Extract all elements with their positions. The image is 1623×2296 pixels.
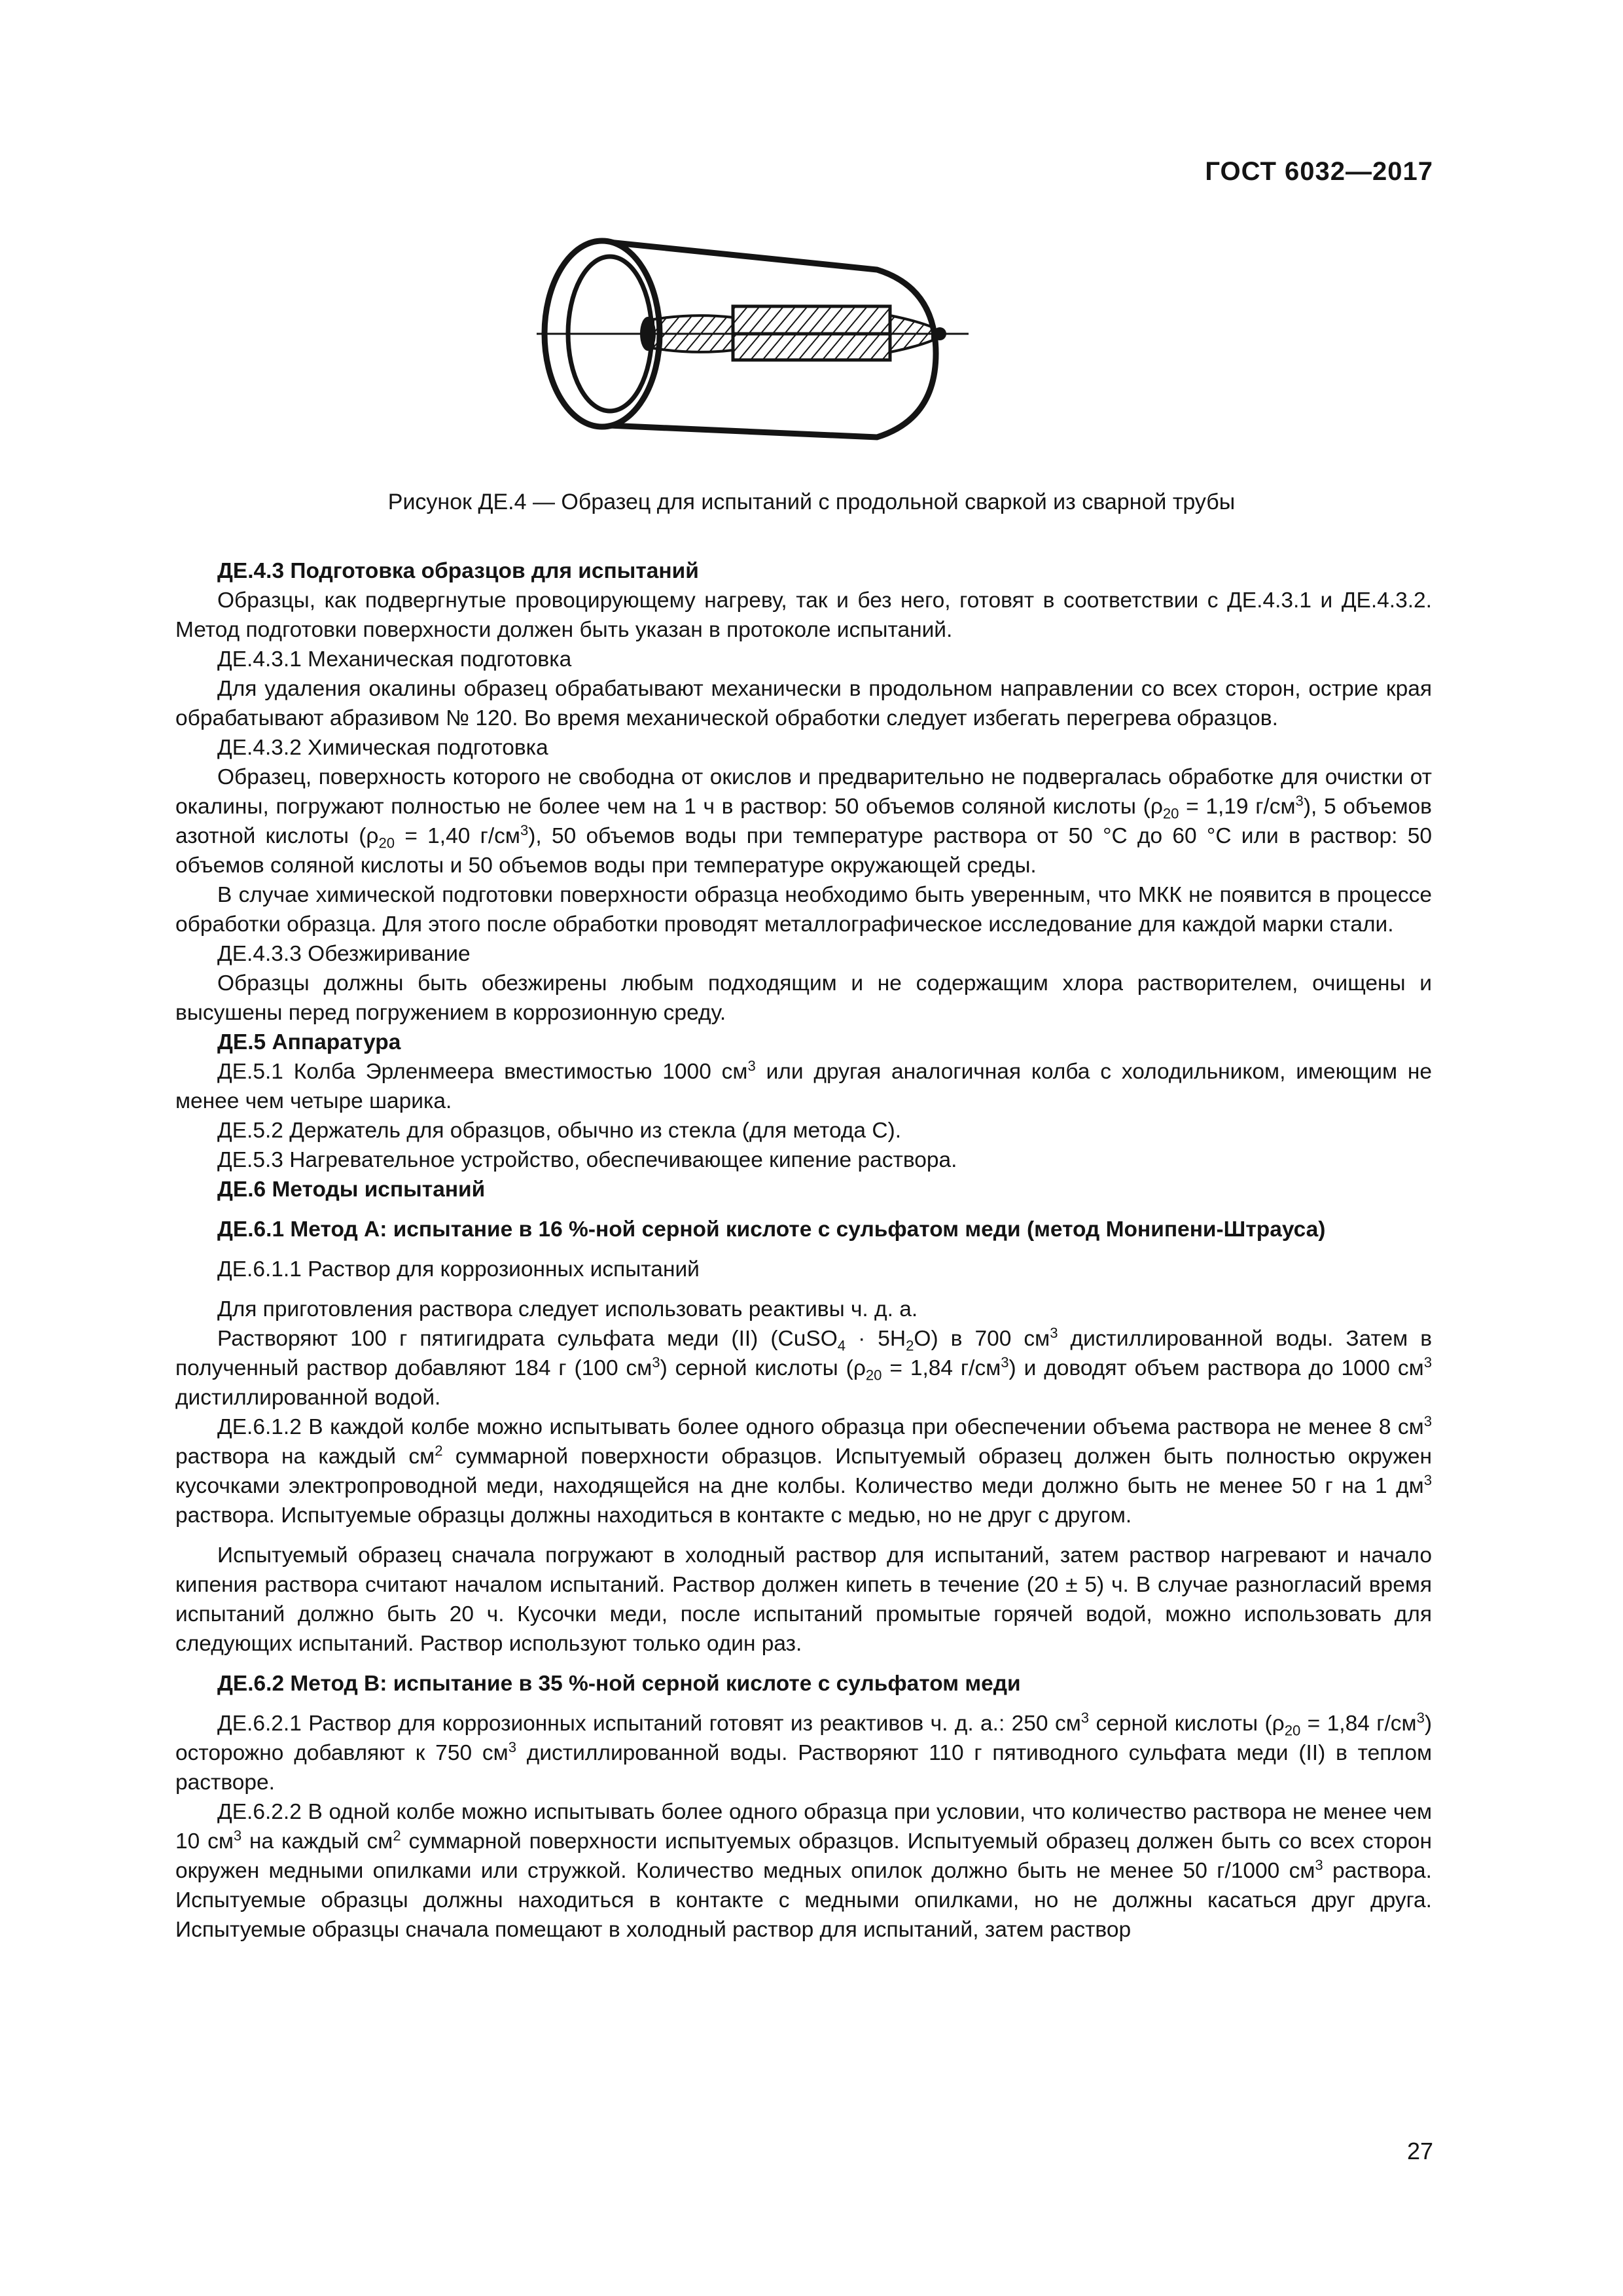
page-header: ГОСТ 6032—2017 bbox=[1205, 157, 1433, 186]
heading-de-6-1: ДЕ.6.1 Метод А: испытание в 16 %-ной серной кислоте с сульфатом меди (метод Монипени-Штрауса) bbox=[217, 1217, 1326, 1242]
paragraph: Для приготовления раствора следует использовать реактивы ч. д. а. bbox=[217, 1297, 918, 1321]
paragraph: Образцы, как подвергнутые провоцирующему нагреву, так и без него, готовят в соответствии с ДЕ.4.3.1 и ДЕ.4.3.2. Метод подготовки поверхности должен быть указан в протоколе испытаний. bbox=[175, 588, 1432, 642]
page-number: 27 bbox=[1406, 2138, 1433, 2164]
paragraph: Для удаления окалины образец обрабатывают механически в продольном направлении со всех сторон, острие края обрабатывают абразивом № 120. Во время механической обработки следует избегать перегрева образцов. bbox=[175, 677, 1432, 730]
weld-seam-right bbox=[890, 315, 933, 352]
weld-seam-left bbox=[653, 315, 733, 352]
paragraph-de-6-1-2: ДЕ.6.1.2 В каждой колбе можно испытывать более одного образца при обеспечении объема раствора не менее 8 $см^3$ раствора на каждый $см^2$ суммарной поверхности образцов. Испытуемый образец должен быть полностью окружен кусочками электропроводной меди, находящейся на дне колбы. Количество меди должно быть не менее 50 г на 1 $дм^3$ раствора. Испытуемые образцы должны находиться в контакте с медью, но не друг с другом. bbox=[175, 1412, 1432, 1528]
subheading-de-4-3-1: ДЕ.4.3.1 Механическая подготовка bbox=[217, 647, 572, 672]
paragraph-de-5-3: ДЕ.5.3 Нагревательное устройство, обеспечивающее кипение раствора. bbox=[217, 1148, 957, 1172]
subheading-de-4-3-2: ДЕ.4.3.2 Химическая подготовка bbox=[217, 736, 548, 760]
heading-de-5: ДЕ.5 Аппаратура bbox=[217, 1030, 401, 1054]
paragraph-de-5-2: ДЕ.5.2 Держатель для образцов, обычно из стекла (для метода С). bbox=[217, 1119, 902, 1143]
figure-caption: Рисунок ДЕ.4 — Образец для испытаний с продольной сваркой из сварной трубы bbox=[387, 490, 1236, 514]
heading-de-6-2: ДЕ.6.2 Метод В: испытание в 35 %-ной серной кислоте с сульфатом меди bbox=[217, 1672, 1021, 1696]
figure-welded-tube-specimen bbox=[537, 229, 1021, 445]
paragraph-de-5-1: ДЕ.5.1 Колба Эрленмеера вместимостью 1000 $см^3$ или другая аналогичная колба с холодильником, имеющим не менее чем четыре шарика. bbox=[175, 1057, 1432, 1113]
paragraph-de-6-2-1: ДЕ.6.2.1 Раствор для коррозионных испытаний готовят из реактивов ч. д. а.: 250 $см^3$ серной кислоты ($\rho_{20} = 1,84$ $г/см^3$) осторожно добавляют к 750 $см^3$ дистиллированной воды. Растворяют 110 г пятиводного сульфата меди (II) в теплом растворе. bbox=[175, 1709, 1433, 1795]
document-body bbox=[175, 556, 1432, 1945]
paragraph-solution-prep: Растворяют 100 г пятигидрата сульфата меди (II) (CuSO$_4$ · $5H_2O$) в 700 $см^3$ дистиллированной воды. Затем в полученный раствор добавляют 184 г (100 $см^3$) серной кислоты ($\rho_{20} = 1,84$ $г/см^3$) и доводят объем раствора до 1000 $см^3$ дистиллированной водой. bbox=[175, 1324, 1432, 1410]
heading-de-6: ДЕ.6 Методы испытаний bbox=[217, 1177, 486, 1202]
heading-de-4-3: ДЕ.4.3 Подготовка образцов для испытаний bbox=[217, 559, 699, 583]
paragraph: Образцы должны быть обезжирены любым подходящим и не содержащим хлора растворителем, очищены и высушены перед погружением в коррозионную среду. bbox=[175, 971, 1432, 1025]
weld-end-mark bbox=[933, 327, 946, 340]
paragraph-de-6-2-2: ДЕ.6.2.2 В одной колбе можно испытывать более одного образца при условии, что количество раствора не менее чем 10 $см^3$ на каждый $см^2$ суммарной поверхности испытуемых образцов. Испытуемый образец должен быть со всех сторон окружен медными опилками или стружкой. Количество медных опилок должно быть не менее 50 г/1000 $см^3$ раствора. Испытуемые образцы должны находиться в контакте с медными опилками, но не должны касаться друг друга. Испытуемые образцы сначала помещают в холодный раствор для испытаний, затем раствор bbox=[175, 1800, 1432, 1942]
subheading-de-4-3-3: ДЕ.4.3.3 Обезжиривание bbox=[217, 942, 471, 966]
paragraph: Испытуемый образец сначала погружают в холодный раствор для испытаний, затем раствор нагревают и начало кипения раствора считают началом испытаний. Раствор должен кипеть в течение (20 ± 5) ч. В случае разногласий время испытаний должно быть 20 ч. Кусочки меди, после испытаний промытые горячей водой, можно использовать для следующих испытаний. Раствор используют только один раз. bbox=[175, 1543, 1432, 1656]
paragraph: В случае химической подготовки поверхности образца необходимо быть уверенным, что МКК не появится в процессе обработки образца. Для этого после обработки проводят металлографическое исследование для каждой марки стали. bbox=[175, 883, 1432, 937]
welded-tube-drawing bbox=[537, 229, 1021, 445]
paragraph-chemical-prep: Образец, поверхность которого не свободна от окислов и предварительно не подвергалась обработке для очистки от окалины, погружают полностью не более чем на 1 ч в раствор: 50 объемов соляной кислоты ($\rho_{20} = 1,19$ $г/см^3$), 5 объемов азотной кислоты ($\rho_{20} = 1,40$ $г/см^3$), 50 объемов воды при температуре раствора от 50 °С до 60 °С или в раствор: 50 объемов соляной кислоты и 50 объемов воды при температуре окружающей среды. bbox=[175, 765, 1432, 878]
subheading-de-6-1-1: ДЕ.6.1.1 Раствор для коррозионных испытаний bbox=[217, 1257, 700, 1282]
